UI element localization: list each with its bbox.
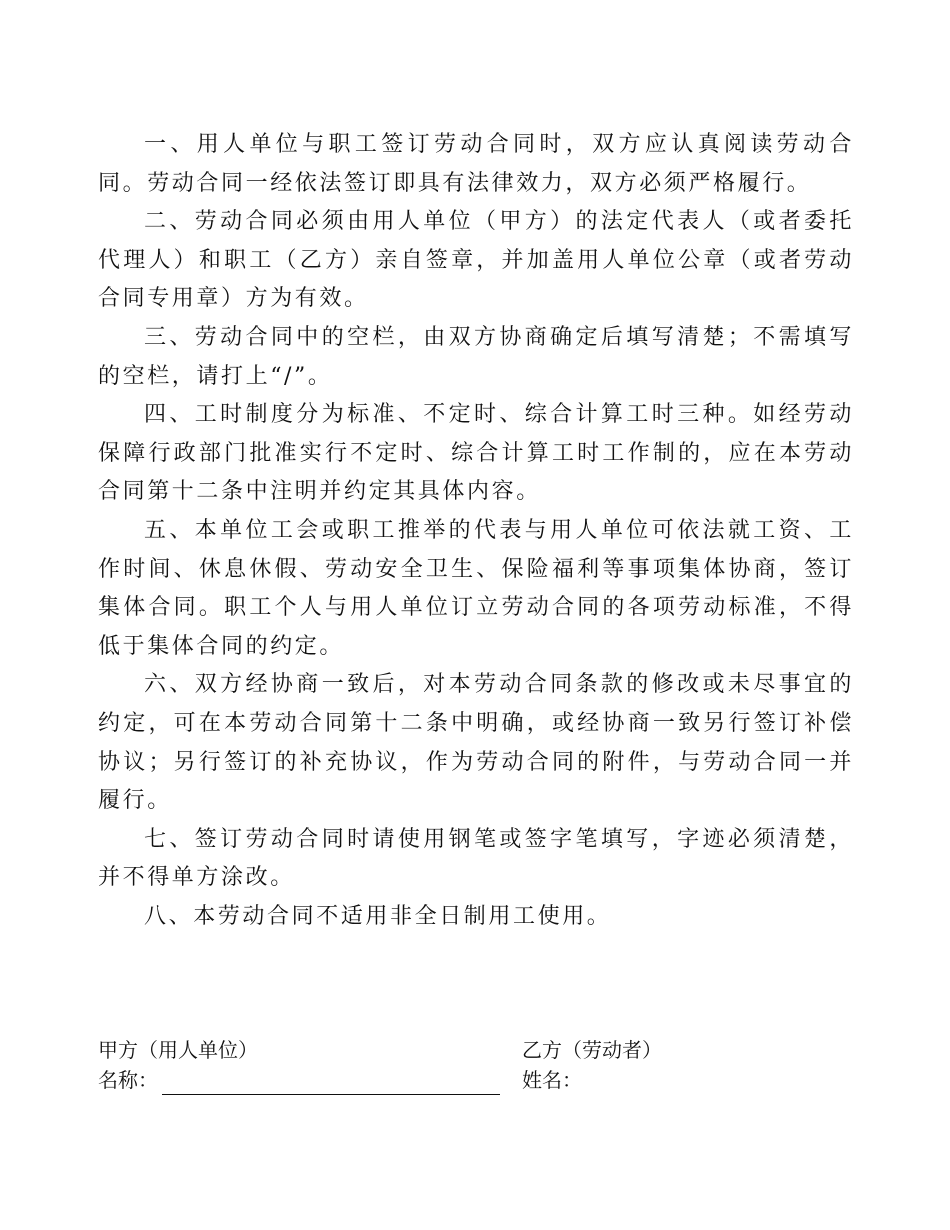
party-a-title-line [98,1035,518,1065]
clause-8: 八、本劳动合同不适用非全日制用工使用。 [144,903,612,929]
clause-4: 四、工时制度分为标准、不定时、综合计算工时三种。如经劳动保障行政部门批准实行不定时、综合计算工时工作制的，应在本劳动合同第十二条中注明并约定其具体内容。 [98,402,854,505]
clause-5: 五、本单位工会或职工推举的代表与用人单位可依法就工资、工作时间、休息休假、劳动安全卫生、保险福利等事项集体协商，签订集体合同。职工个人与用人单位订立劳动合同的各项劳动标准，不得低于集体合同的约定。 [98,517,854,659]
party-b-name-label: 姓名： [522,1068,582,1092]
party-b-title-line [522,1035,852,1065]
party-a-signature-block [98,1035,518,1095]
party-a-title: 甲方（用人单位） [98,1038,258,1062]
party-b-name-line [522,1065,852,1095]
party-b-title: 乙方（劳动者） [522,1038,662,1062]
party-a-name-label: 名称： [98,1068,158,1092]
clause-3: 三、劳动合同中的空栏，由双方协商确定后填写清楚；不需填写的空栏，请打上“/”。 [98,324,854,389]
clause-6: 六、双方经协商一致后，对本劳动合同条款的修改或未尽事宜的约定，可在本劳动合同第十二条中明确，或经协商一致另行签订补偿协议；另行签订的补充协议，作为劳动合同的附件，与劳动合同一并履行。 [98,672,854,814]
party-b-signature-block [522,1035,852,1095]
party-a-name-line [98,1065,518,1095]
party-a-name-blank[interactable] [162,1070,500,1095]
contract-notes [98,126,854,936]
clause-1: 一、用人单位与职工签订劳动合同时，双方应认真阅读劳动合同。劳动合同一经依法签订即具有法律效力，双方必须严格履行。 [98,132,854,196]
clause-7: 七、签订劳动合同时请使用钢笔或签字笔填写，字迹必须清楚，并不得单方涂改。 [98,826,854,891]
clause-2: 二、劳动合同必须由用人单位（甲方）的法定代表人（或者委托代理人）和职工（乙方）亲自签章，并加盖用人单位公章（或者劳动合同专用章）方为有效。 [98,209,854,312]
